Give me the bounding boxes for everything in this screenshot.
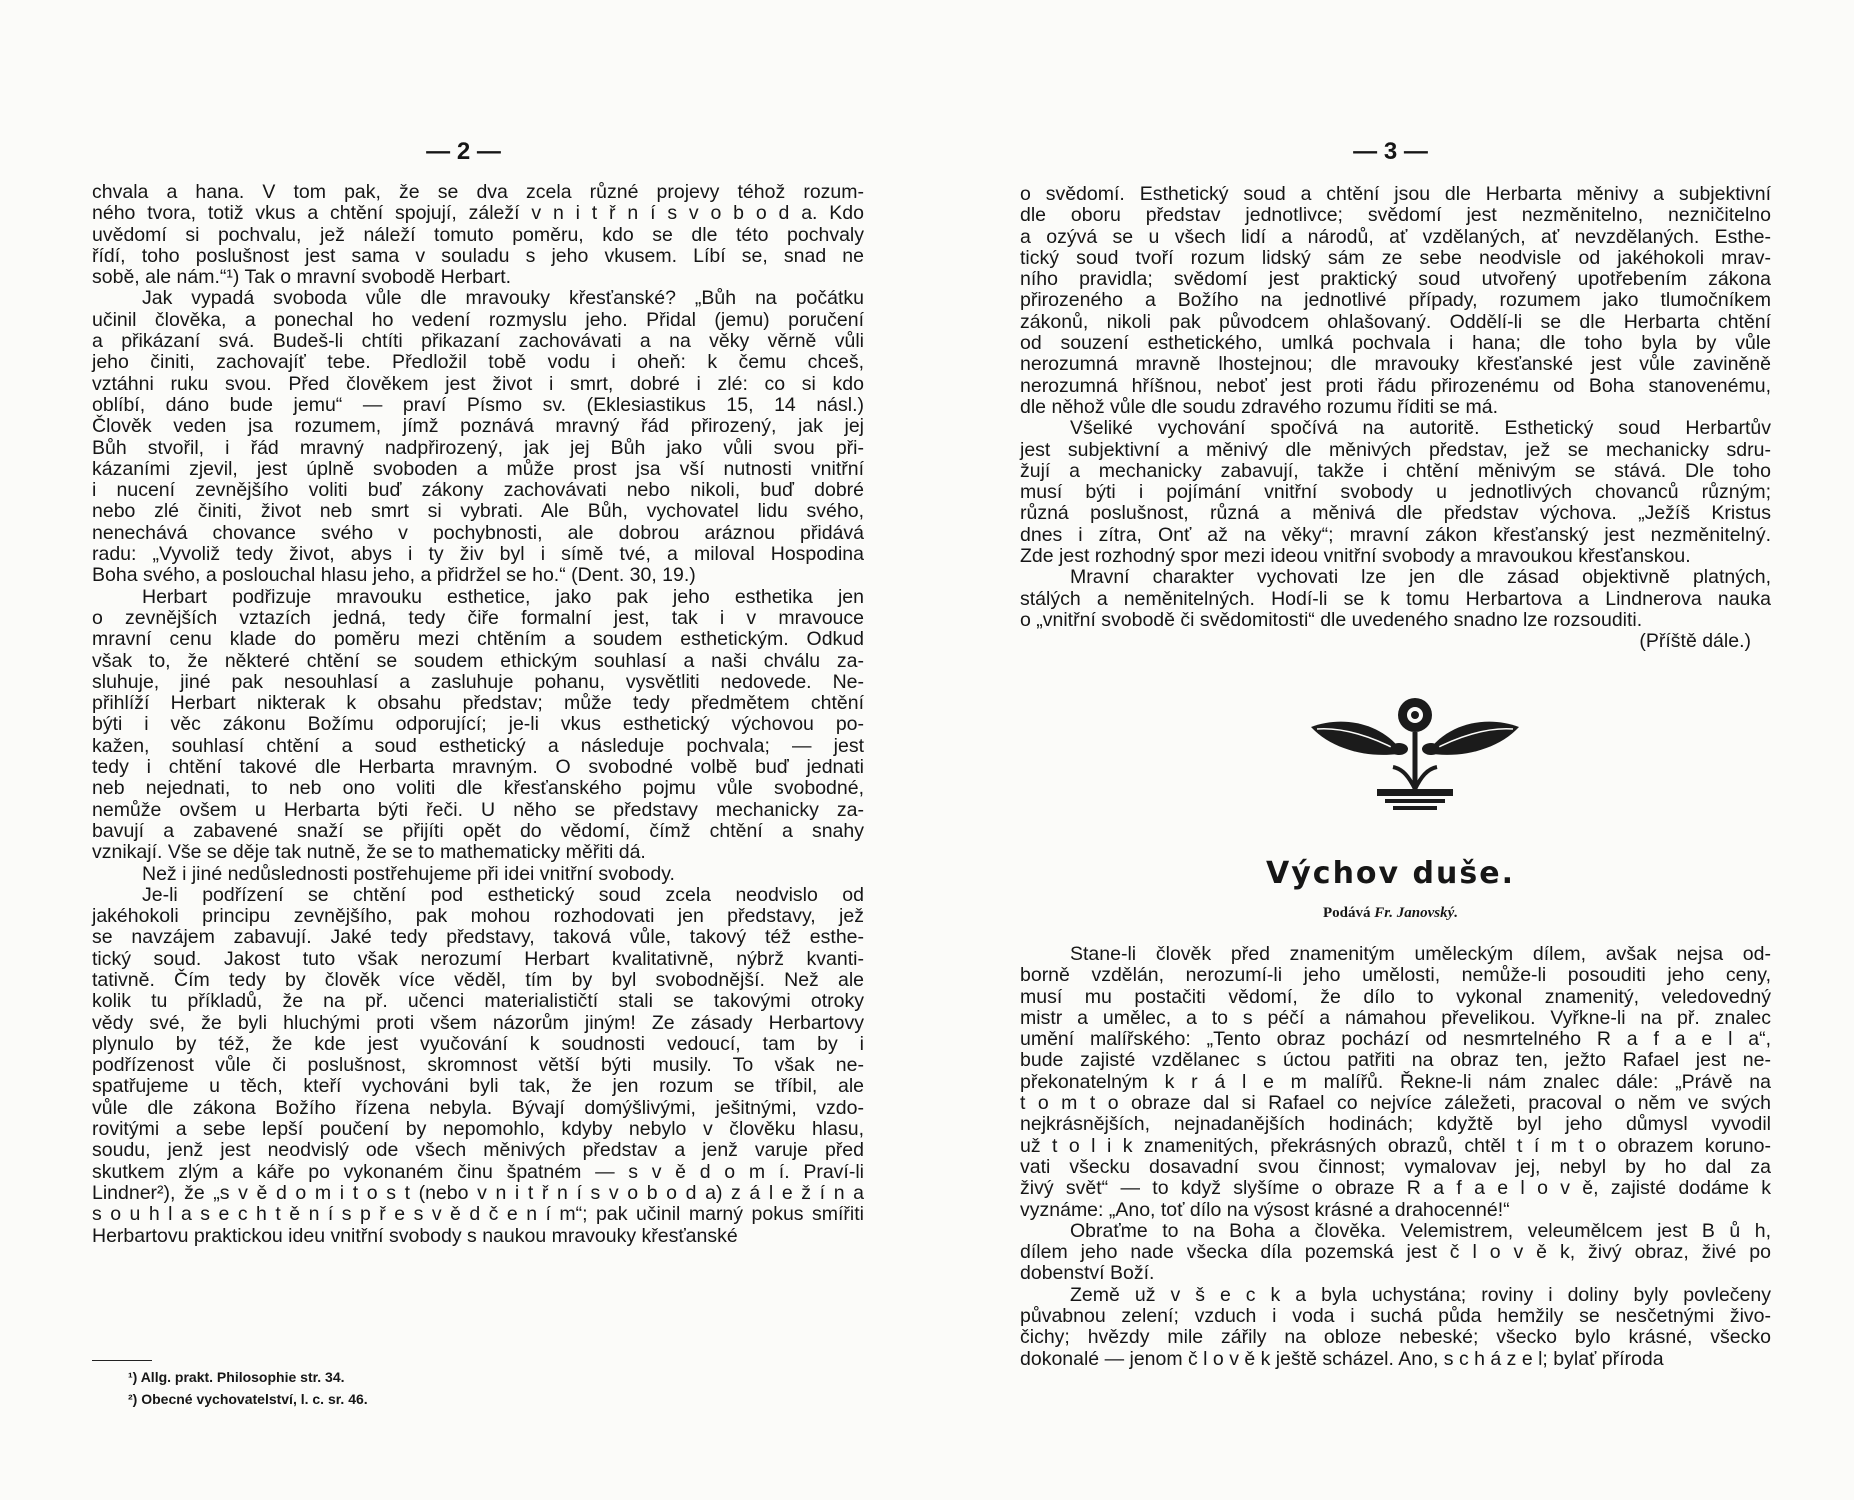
article-title: Výchov duše.: [1266, 856, 1515, 891]
text-line: o „vnitřní svobodě či svědomitosti“ dle uvedeného snadno lze rozsouditi.: [1020, 608, 1643, 631]
text-line: půvabnou zelení; vzduch i voda i suchá půda hemžily se nesčetnými živo-: [1020, 1305, 1771, 1328]
page-number: — 2 —: [426, 138, 501, 165]
text-line: soudu, jenž jest neodvislý ode všech měnivých představ a jenž varuje před: [92, 1139, 864, 1162]
text-line: Lindner²), že „s v ě d o m i t o s t (nebo v n i t ř n í s v o b o d a) z á l e ž í n a: [92, 1181, 864, 1204]
floral-ornament: [1303, 697, 1527, 815]
text-line: o zevnějších vztazích jedná, tedy čiře formalní jest, tak i v mravouce: [92, 606, 864, 629]
text-line: o svědomí. Esthetický soud a chtění jsou dle Herbarta měnivy a subjektivní: [1020, 183, 1771, 205]
paragraph: [1020, 567, 1771, 631]
text-line: už t o l i k znamenitých, překrásných obrazů, chtěl t í m t o obrazem koruno-: [1020, 1134, 1771, 1157]
right-page-body-top: [1020, 184, 1771, 653]
text-line: radu: „Vyvoliž tedy život, abys i ty živ byl i símě tvé, a miloval Hospodina: [92, 543, 864, 566]
text-line: zákonů, nikoli pak původcem ohlašovaný. Oddělí-li se dle Herbarta chtění: [1020, 310, 1771, 333]
footnote-1: ¹) Allg. prakt. Philosophie str. 34.: [128, 1369, 345, 1385]
text-line: však to, že některé chtění se soudem ethickým souhlasí a naši chválu za-: [92, 649, 864, 672]
text-line: tický soud tvoří rozum lidský sám ze sebe neodvisle od jakéhokoli mrav-: [1020, 246, 1771, 269]
text-line: kolik tu příkladů, že na př. učenci materialističtí stali se takovými otroky: [92, 990, 864, 1013]
paragraph: [92, 885, 864, 1247]
paragraph: [1020, 418, 1771, 567]
text-line: vůle dle zákona Božího řízena nebyla. Bývají domýšlivými, ješitnými, vzdo-: [92, 1096, 864, 1119]
text-line: a ozývá se u všech lidí a národů, ať vzdělaných, ať nevzdělaných. Esthe-: [1020, 225, 1771, 248]
paragraph: [1020, 944, 1771, 1221]
text-line: Herbartovu praktickou ideu vnitřní svobody s naukou mravouky křesťanské: [92, 1224, 738, 1247]
text-line: Stane-li člověk před znamenitým uměleckým dílem, avšak nejsa od-: [1070, 943, 1771, 965]
text-line: se navzájem zabavují. Jaké tedy představy, taková vůle, takový též esthe-: [92, 926, 864, 949]
byline-prefix: Podává: [1322, 905, 1371, 921]
text-line: t o m t o obraze dal si Rafael co nejvíce záležeti, pracoval o něm ve svých: [1020, 1092, 1771, 1115]
text-line: překonatelným k r á l e m malířů. Řekne-li nám znalec dále: „Právě na: [1020, 1070, 1771, 1093]
text-line: mravní cenu klade do poměru mezi chtěním a soudem esthetickým. Odkud: [92, 628, 864, 651]
text-line: spatřujeme u těch, kteří vychováni byli tak, že jen rozum se tříbil, ale: [92, 1075, 864, 1098]
text-line: vztáhni ruku svou. Před člověkem jest život i smrt, dobré i zlé: co si kdo: [92, 372, 864, 395]
byline-author: Fr. Janovský.: [1374, 905, 1459, 921]
text-line: Člověk veden jsa rozumem, jímž poznává mravný řád přirozený, jak jej: [92, 415, 864, 438]
text-line: musí býti i pojímání vnitřní svobody u jednotlivých chovanců různým;: [1020, 481, 1771, 504]
text-line: Zde jest rozhodný spor mezi ideou vnitřní svobody a mravoukou křesťanskou.: [1020, 545, 1691, 568]
paragraph: [92, 587, 864, 864]
text-line: čichy; hvězdy mile zářily na obloze nebeské; všecko bylo krásné, všecko: [1020, 1326, 1771, 1349]
text-line: dobenství Boží.: [1020, 1262, 1155, 1285]
text-line: plynulo by též, že kde jest vyučování k soudnosti vedoucí, tam by i: [92, 1032, 864, 1055]
text-line: nenechává chovance svého v pochybnosti, ale dobrou aráznou přidává: [92, 521, 864, 544]
paragraph: [92, 288, 864, 586]
text-line: vyznáme: „Ano, toť dílo na výsost krásné a drahocenné!“: [1020, 1198, 1510, 1221]
text-line: Než i jiné nedůslednosti postřehujeme při idei vnitřní svobody.: [142, 862, 675, 885]
text-line: jest subjektivní a měnivý dle měnivých představ, jež se mechanicky sdru-: [1020, 438, 1771, 461]
article-byline: [927, 905, 1854, 922]
text-line: učinil člověka, a ponechal ho vedení rozmyslu jeho. Přidal (jemu) poručení: [92, 308, 864, 331]
text-line: ního pravidla; svědomí jest praktický soud utvořený upotřebením zákona: [1020, 268, 1771, 291]
text-line: nebo zlé činiti, život neb smrt si vybrati. Ale Bůh, vychovatel lidu svého,: [92, 500, 864, 523]
footnotes: [128, 1366, 728, 1410]
text-line: Všeliké vychování spočívá na autoritě. Esthetický soud Herbartův: [1070, 417, 1771, 440]
right-page-body-bottom: [1020, 944, 1771, 1370]
text-line: nejkrásnějších, nejnadanějších hodinách; kdyžtě byl jeho důmysl vyvodil: [1020, 1113, 1771, 1136]
paragraph: [1020, 184, 1771, 418]
text-line: neb nejednati, to neb ono voliti dle křesťanského pojmu vůle svobodné,: [92, 777, 864, 800]
text-line: přihlíží Herbart nikterak k obsahu představ; může tedy předmětem chtění: [92, 692, 864, 715]
text-line: Obraťme to na Boha a člověka. Velemistrem, veleumělcem jest B ů h,: [1070, 1219, 1771, 1242]
text-line: vznikají. Vše se děje tak nutně, že se to mathematicky měřiti dá.: [92, 841, 646, 864]
text-line: dnes i zítra, Onť až na věky“; mravní zákon křesťanský jest nezměnitelný.: [1020, 523, 1771, 546]
right-page: [927, 0, 1854, 1500]
text-line: nerozumná mravně lhostejnou; dle mravouky křesťanské jest vůle zaviněně: [1020, 353, 1771, 376]
text-line: mistr a umělec, a to s péčí a námahou převelikou. Vyřkne-li na př. znalec: [1020, 1006, 1771, 1029]
text-line: Bůh stvořil, i řád mravný nadpřirozený, jak jej Bůh jako vůli svou při-: [92, 436, 864, 459]
text-line: Jak vypadá svoboda vůle dle mravouky křesťanské? „Bůh na počátku: [142, 287, 864, 310]
paragraph: [1020, 1221, 1771, 1285]
text-line: nemůže ovšem u Herbarta býti řeči. U něho se představy mechanicky za-: [92, 798, 864, 821]
text-line: sluhuje, jiné pak nesouhlasí a zasluhuje pohanu, vysvětliti nedovede. Ne-: [92, 670, 864, 693]
text-line: nerozumná hříšnou, neboť jest proti řádu přirozenému od Boha stanovenému,: [1020, 374, 1771, 397]
text-line: přirozeného a Božího na jednotlivé případy, rozumem jako tlumočníkem: [1020, 289, 1771, 312]
text-line: oblíbí, dáno bude jemu“ — praví Písmo sv. (Eklesiastikus 15, 14 násl.): [92, 393, 864, 416]
footnote-2: ²) Obecné vychovatelství, l. c. sr. 46.: [128, 1391, 368, 1407]
text-line: sobě, ale nám.“¹) Tak o mravní svobodě Herbart.: [92, 266, 512, 289]
text-line: kažen, souhlasí chtění a soud esthetický a následuje pochvala; — jest: [92, 734, 864, 757]
text-line: tický soud. Jakost tuto však nerozumí Herbart kvalitativně, nýbrž kvanti-: [92, 947, 864, 970]
text-line: kázaními zjevil, jest úplně svoboden a může prost jsa vší nutnosti vnitřní: [92, 457, 864, 480]
text-line: i nucení zevnějšího voliti buď zákony zachovávati nebo nikoli, buď dobré: [92, 479, 864, 502]
text-line: tedy i chtění takové dle Herbarta mravným. O svobodné volbě buď jednati: [92, 756, 864, 779]
text-line: býti i věc zákonu Božímu odporující; je-li vkus esthetický výchovou po-: [92, 713, 864, 736]
text-line: různá poslušnost, různá a měnivá dle představ výchova. „Ježíš Kristus: [1020, 502, 1771, 525]
left-page-body: [92, 182, 864, 1247]
text-line: od souzení esthetického, umlká pochvala i hana; dle toho byla by vůle: [1020, 332, 1771, 355]
text-line: bude zajisté vzdělanec s úctou patřiti na obraz ten, ježto Rafael jest ne-: [1020, 1049, 1771, 1072]
text-line: dokonalé — jenom č l o v ě k ještě scházel. Ano, s c h á z e l; bylať příroda: [1020, 1347, 1664, 1370]
text-line: umění malířského: „Tento obraz pochází od nesmrtelného R a f a e l a“,: [1020, 1028, 1771, 1051]
text-line: rovitými a sebe lepší poučení by nepomohlo, kdyby nebylo v člověku hlasu,: [92, 1118, 864, 1141]
text-line: Boha svého, a poslouchal hlasu jeho, a přidržel se ho.“ (Dent. 30, 19.): [92, 564, 696, 587]
text-line: jakéhokoli principu zevnějšího, pak mohou rozhodovati jen představy, jež: [92, 905, 864, 928]
text-line: živý svět“ — to když slyšíme o obraze R a f a e l o v ě, zajisté dodáme k: [1020, 1177, 1771, 1200]
text-line: skutkem zlým a káře po vykonaném činu špatném — s v ě d o m í. Praví-li: [92, 1160, 864, 1183]
text-line: dle něhož vůle dle soudu zdravého rozumu říditi se má.: [1020, 395, 1499, 418]
text-line: chvala a hana. V tom pak, že se dva zcela různé projevy téhož rozum-: [92, 181, 864, 203]
paragraph: [92, 864, 864, 885]
text-line: vati všecku dosavadní svou činnost; vymalovav jej, nebyl by ho dal za: [1020, 1155, 1771, 1178]
text-line: Země už v š e c k a byla uchystána; roviny i doliny byly povlečeny: [1070, 1283, 1771, 1306]
paragraph: [1020, 1285, 1771, 1370]
text-line: dle oboru představ jednotlivce; svědomí jest nezměnitelno, nezničitelno: [1020, 204, 1771, 227]
text-line: řídí, toho poslušnost jest sama v souladu s jeho vkusem. Líbí se, snad ne: [92, 244, 864, 267]
text-line: žují a mechanicky zabavují, takže i chtění měnivým se stává. Dle toho: [1020, 459, 1771, 482]
paragraph: [92, 182, 864, 288]
text-line: Herbart podřizuje mravouku esthetice, jako pak jeho esthetika jen: [142, 585, 864, 608]
text-line: a přikázaní svá. Budeš-li chtíti přikazaní zachovávati a na věky věrně vůli: [92, 330, 864, 353]
text-line: Mravní charakter vychovati lze jen dle zásad objektivně platných,: [1070, 566, 1771, 589]
footnote-rule: [92, 1360, 152, 1361]
text-line: dílem jeho nade všecka díla pozemská jest č l o v ě k, živý obraz, živé po: [1020, 1241, 1771, 1264]
page-number: — 3 —: [1353, 138, 1428, 165]
text-line: borně vzdělán, nerozumí-li jeho umělosti, nemůže-li posouditi jeho ceny,: [1020, 964, 1771, 987]
text-line: podřízenost vůle či poslušnost, skromnost větší býti musily. To však ne-: [92, 1054, 864, 1077]
text-line: ného tvora, totiž vkus a chtění spojují, záleží v n i t ř n í s v o b o d a. Kdo: [92, 202, 864, 225]
text-line: Je-li podřízení se chtění pod esthetický soud zcela neodvislo od: [142, 883, 864, 906]
text-line: stálých a neměnitelných. Hodí-li se k tomu Herbartova a Lindnerova nauka: [1020, 587, 1771, 610]
text-line: musí mu postačiti vědomí, že dílo to vykonal znamenitý, veledovedný: [1020, 985, 1771, 1008]
continued-note: (Příště dále.): [1639, 630, 1751, 653]
text-line: tativně. Čím tedy by člověk více věděl, tím by byl svobodnější. Než ale: [92, 968, 864, 991]
text-line: vědy své, že byli hluchými proti všem názorům jiným! Ze zásady Herbartovy: [92, 1011, 864, 1034]
text-line: s o u h l a s e c h t ě n í s p ř e s v ě d č e n í m“; pak učinil marný pokus smířiti: [92, 1203, 864, 1226]
text-line: uvědomí si pochvalu, jež náleží tomuto poměru, kdo se dle této pochvaly: [92, 223, 864, 246]
text-line: jeho činiti, zachovajíť tebe. Předložil tobě vodu i oheň: k čemu chceš,: [92, 351, 864, 374]
text-line: bavují a zabavené snaží se přijíti opět do vědomí, čímž chtění a snahy: [92, 819, 864, 842]
